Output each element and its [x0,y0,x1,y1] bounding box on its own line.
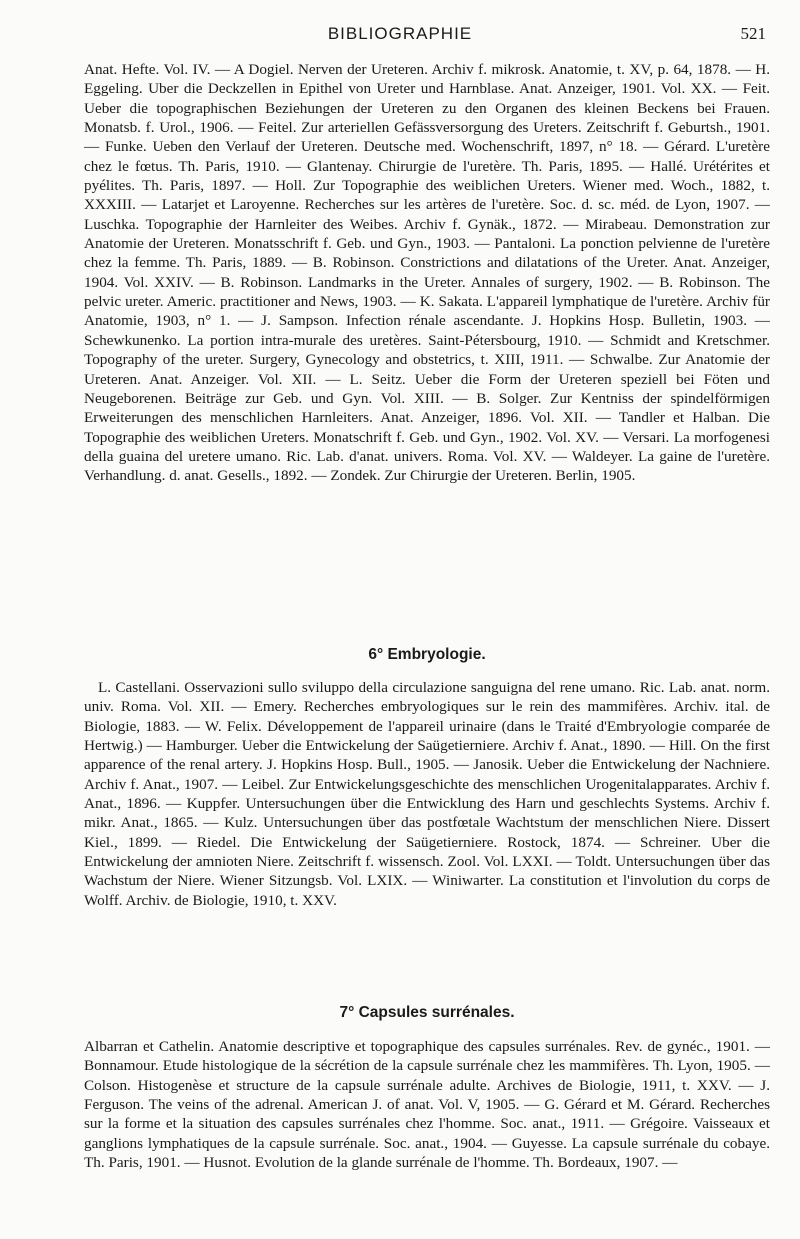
running-head [0,24,800,48]
bibliography-content [84,60,770,1172]
section-embryologie [84,646,770,909]
bibliography-block-ureter: Anat. Hefte. Vol. IV. — A Dogiel. Nerven der Ureteren. Archiv f. mikrosk. Anatomie, t. XV, p. 64, 1878. — H. Eggeling. Uber die Deckzellen in Epithel von Ureter und Harnblase. Anat. Anzeiger, 1901. Vol. XX. — Feit. Ueber die topographischen Beziehungen der Ureteren zu den Organen des kleinen Beckens bei Frauen. Monatsb. f. Urol., 1906. — Feitel. Zur arteriellen Gefässversorgung des Ureters. Zeitschrift f. Geburtsh., 1901. — Funke. Ueben den Verlauf der Ureteren. Deutsche med. Wochenschrift, 1897, n° 18. — Gérard. L'uretère chez le fœtus. Th. Paris, 1910. — Glantenay. Chirurgie de l'uretère. Th. Paris, 1895. — Hallé. Urétérites et pyélites. Th. Paris, 1897. — Holl. Zur Topographie des weiblichen Ureters. Wiener med. Woch., 1882, t. XXXIII. — Latarjet et Laroyenne. Recherches sur les artères de l'uretère. Soc. d. sc. méd. de Lyon, 1907. — Luschka. Topographie der Harnleiter des Weibes. Archiv f. Gynäk., 1872. — Mirabeau. Demonstration zur Anatomie der Ureteren. Monatsschrift f. Geb. und Gyn., 1903. — Pantaloni. La ponction pelvienne de l'uretère chez la femme. Th. Paris, 1889. — B. Robinson. Constrictions and dilatations of the Ureter. Anat. Anzeiger, 1904. Vol. XXIV. — B. Robinson. Landmarks in the Ureter. Annales of surgery, 1902. — B. Robinson. The pelvic ureter. Americ. practitioner and News, 1903. — K. Sakata. L'appareil lymphatique de l'uretère. Archiv für Anatomie, 1903, n° 1. — J. Sampson. Infection rénale ascendante. J. Hopkins Hosp. Bulletin, 1903. — Schewkunenko. La portion intra-murale des uretères. Saint-Pétersbourg, 1910. — Schmidt and Kretschmer. Topography of the ureter. Surgery, Gynecology and obstetrics, t. XIII, 1911. — Schwalbe. Zur Anatomie der Ureteren. Anat. Anzeiger. Vol. XII. — L. Seitz. Ueber die Form der Ureteren speziell bei Föten und Neugeborenen. Beiträge zur Geb. und Gyn. Vol. XIII. — B. Solger. Zur Kentniss der spindelförmigen Erweiterungen des menschlichen Harnleiters. Anat. Anzeiger, 1896. Vol. XII. — Tandler et Halban. Die Topographie des weiblichen Ureters. Monatschrift f. Geb. und Gyn., 1902. Vol. XV. — Versari. La morfogenesi della guaina del uretere umano. Ric. Lab. d'anat. univers. Roma. Vol. XV. — Waldeyer. La gaine de l'uretère. Verhandlung. d. anat. Gesells., 1892. — Zondek. Zur Chirurgie der Ureteren. Berlin, 1905. [84,61,770,485]
section-capsules-surrenales [84,1004,770,1172]
page-number: 521 [740,24,766,43]
bibliography-block-embryologie: L. Castellani. Osservazioni sullo sviluppo della circulazione sanguigna del rene umano. Ric. Lab. anat. norm. univ. Roma. Vol. XII. — Emery. Recherches embryologiques sur le rein des mammifères. Archiv. ital. de Biologie, 1883. — W. Felix. Développement de l'appareil urinaire (dans le Traité d'Embryologie comparée de Hertwig.) — Hamburger. Ueber die Entwickelung der Saügetierniere. Archiv f. Anat., 1890. — Hill. On the first apparence of the renal artery. J. Hopkins Hosp. Bull., 1905. — Janosik. Ueber die Entwickelung der Nachniere. Archiv f. Anat., 1907. — Leibel. Zur Entwickelungsgeschichte des menschlichen Urogenitalapparates. Archiv f. Anat., 1896. — Kuppfer. Untersuchungen über die Entwicklung des Harn und geschlechts Systems. Archiv f. mikr. Anat., 1865. — Kulz. Untersuchungen über das postfœtale Wachtstum der menschlichen Niere. Dissert Kiel., 1899. — Riedel. Die Entwickelung der Saügetierniere. Rostock, 1874. — Schreiner. Uber die Entwickelung der amnioten Niere. Zeitschrift f. wissensch. Zool. Vol. LXXI. — Toldt. Untersuchungen über das Wachstum der Niere. Wiener Sitzungsb. Vol. LXIX. — Winiwarter. La constitution et l'involution du corps de Wolff. Archiv. de Biologie, 1910, t. XXV. [84,679,770,909]
section-heading-capsules-surrenales: 7° Capsules surrénales. [339,1004,515,1021]
section-heading-embryologie: 6° Embryologie. [368,646,486,663]
bibliography-block-capsules-surrenales: Albarran et Cathelin. Anatomie descriptive et topographique des capsules surrénales. Rev. de gynéc., 1901. — Bonnamour. Etude histologique de la sécrétion de la capsule surrénale chez les mammifères. Th. Lyon, 1905. — Colson. Histogenèse et structure de la capsule surrénale adulte. Archives de Biologie, 1911, t. XXV. — J. Ferguson. The veins of the adrenal. American J. of anat. Vol. V, 1905. — G. Gérard et M. Gérard. Recherches sur la forme et la situation des capsules surrénales chez l'homme. Soc. anat., 1911. — Grégoire. Vaisseaux et ganglions lymphatiques de la capsule surrénale. Soc. anat., 1904. — Guyesse. La capsule surrénale du cobaye. Th. Paris, 1901. — Husnot. Evolution de la glande surrénale de l'homme. Th. Bordeaux, 1907. — [84,1038,770,1172]
running-title: BIBLIOGRAPHIE [327,24,473,43]
